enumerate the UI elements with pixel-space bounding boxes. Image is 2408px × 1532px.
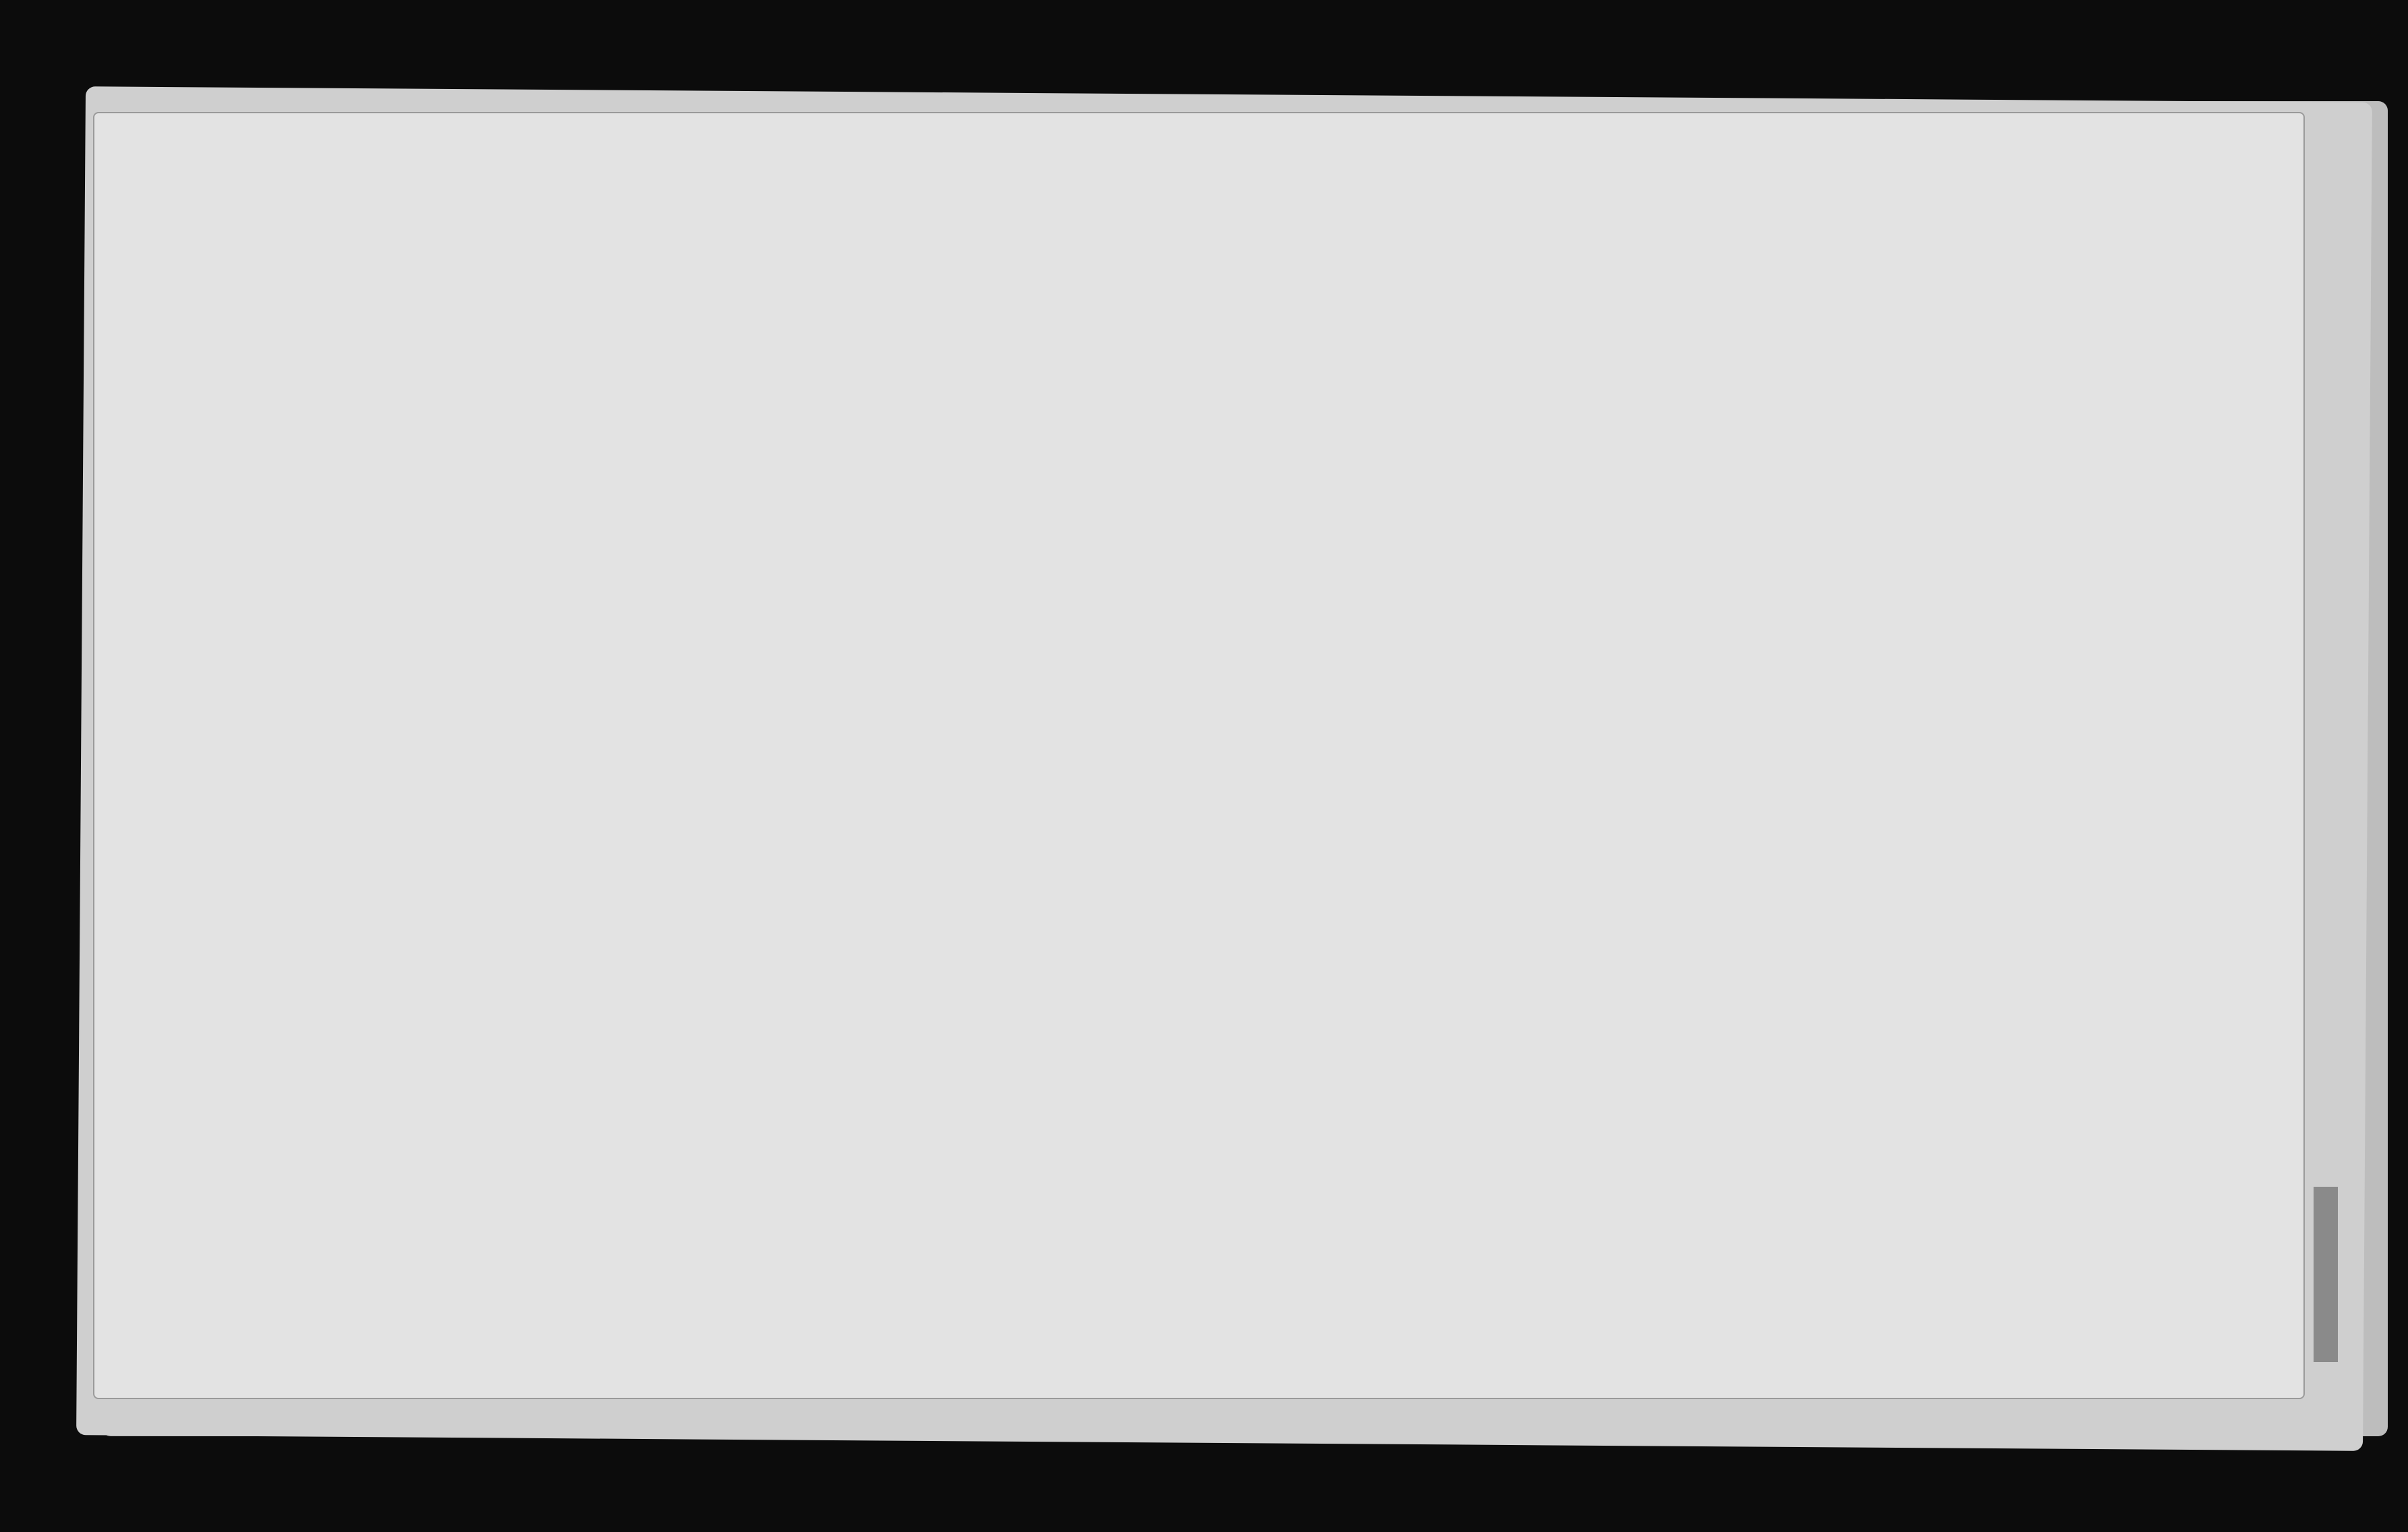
archive-stamp	[2314, 1187, 2338, 1362]
lease-table	[94, 916, 2303, 1398]
crops-table	[94, 113, 2303, 457]
census-card	[94, 113, 2303, 1398]
middle-section	[94, 457, 2303, 916]
